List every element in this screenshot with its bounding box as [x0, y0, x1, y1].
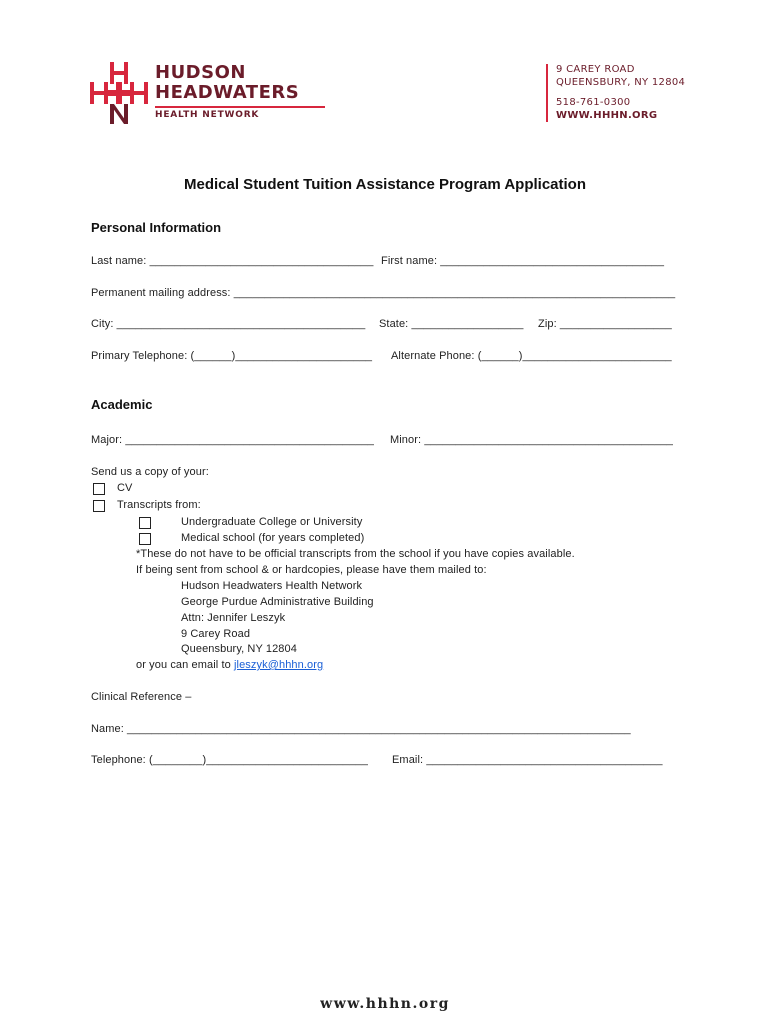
mail-address-line: George Purdue Administrative Building: [181, 596, 374, 608]
medical-school-label: Medical school (for years completed): [181, 532, 365, 544]
brand-name-line2: HEADWATERS: [155, 82, 300, 103]
page-title: Medical Student Tuition Assistance Program Application: [184, 176, 586, 193]
reference-email-field[interactable]: Email: ______________________________________: [392, 754, 663, 766]
mail-address-line: 9 Carey Road: [181, 628, 251, 640]
cv-label: CV: [117, 482, 133, 494]
brand-name-line1: HUDSON: [155, 62, 246, 83]
mail-address-line: Hudson Headwaters Health Network: [181, 580, 363, 592]
reference-name-field[interactable]: Name: _________________________________________________________________________________: [91, 723, 631, 735]
mailing-address-field[interactable]: Permanent mailing address: _______________________________________________________________________: [91, 287, 676, 299]
major-field[interactable]: Major: ________________________________________: [91, 434, 375, 446]
reference-telephone-field[interactable]: Telephone: (________)__________________________: [91, 754, 368, 766]
primary-phone-field[interactable]: Primary Telephone: (______)______________________: [91, 350, 373, 362]
medical-school-checkbox[interactable]: [139, 533, 151, 545]
footer-url[interactable]: www.hhhn.org: [320, 996, 450, 1012]
address-street: 9 CAREY ROAD: [556, 64, 635, 75]
undergrad-checkbox[interactable]: [139, 517, 151, 529]
address-phone: 518-761-0300: [556, 97, 631, 108]
cv-checkbox[interactable]: [93, 483, 105, 495]
send-copy-label: Send us a copy of your:: [91, 466, 209, 478]
email-link[interactable]: jleszyk@hhhn.org: [234, 659, 324, 671]
minor-field[interactable]: Minor: ________________________________________: [390, 434, 674, 446]
mail-instruction: If being sent from school & or hardcopies, please have them mailed to:: [136, 564, 487, 576]
brand-subtitle: HEALTH NETWORK: [155, 110, 260, 120]
transcript-note: *These do not have to be official transcripts from the school if you have copies available.: [136, 548, 575, 560]
zip-field[interactable]: Zip: __________________: [538, 318, 672, 330]
address-accent-bar: [546, 64, 548, 122]
undergrad-label: Undergraduate College or University: [181, 516, 363, 528]
address-website: WWW.HHHN.ORG: [556, 110, 658, 121]
email-instruction: [136, 659, 323, 671]
first-name-field[interactable]: First name: ____________________________________: [381, 255, 665, 267]
clinical-reference-heading: Clinical Reference –: [91, 691, 192, 703]
section-academic-heading: Academic: [91, 397, 153, 412]
alternate-phone-field[interactable]: Alternate Phone: (______)________________________: [391, 350, 672, 362]
transcripts-label: Transcripts from:: [117, 499, 201, 511]
address-city: QUEENSBURY, NY 12804: [556, 77, 686, 88]
state-field[interactable]: State: __________________: [379, 318, 524, 330]
mail-address-line: Queensbury, NY 12804: [181, 643, 297, 655]
city-field[interactable]: City: ________________________________________: [91, 318, 366, 330]
transcripts-checkbox[interactable]: [93, 500, 105, 512]
email-prefix: or you can email to: [136, 659, 234, 671]
last-name-field[interactable]: Last name: ____________________________________: [91, 255, 374, 267]
section-personal-heading: Personal Information: [91, 220, 222, 235]
brand-divider: [155, 106, 325, 108]
mail-address-line: Attn: Jennifer Leszyk: [181, 612, 286, 624]
